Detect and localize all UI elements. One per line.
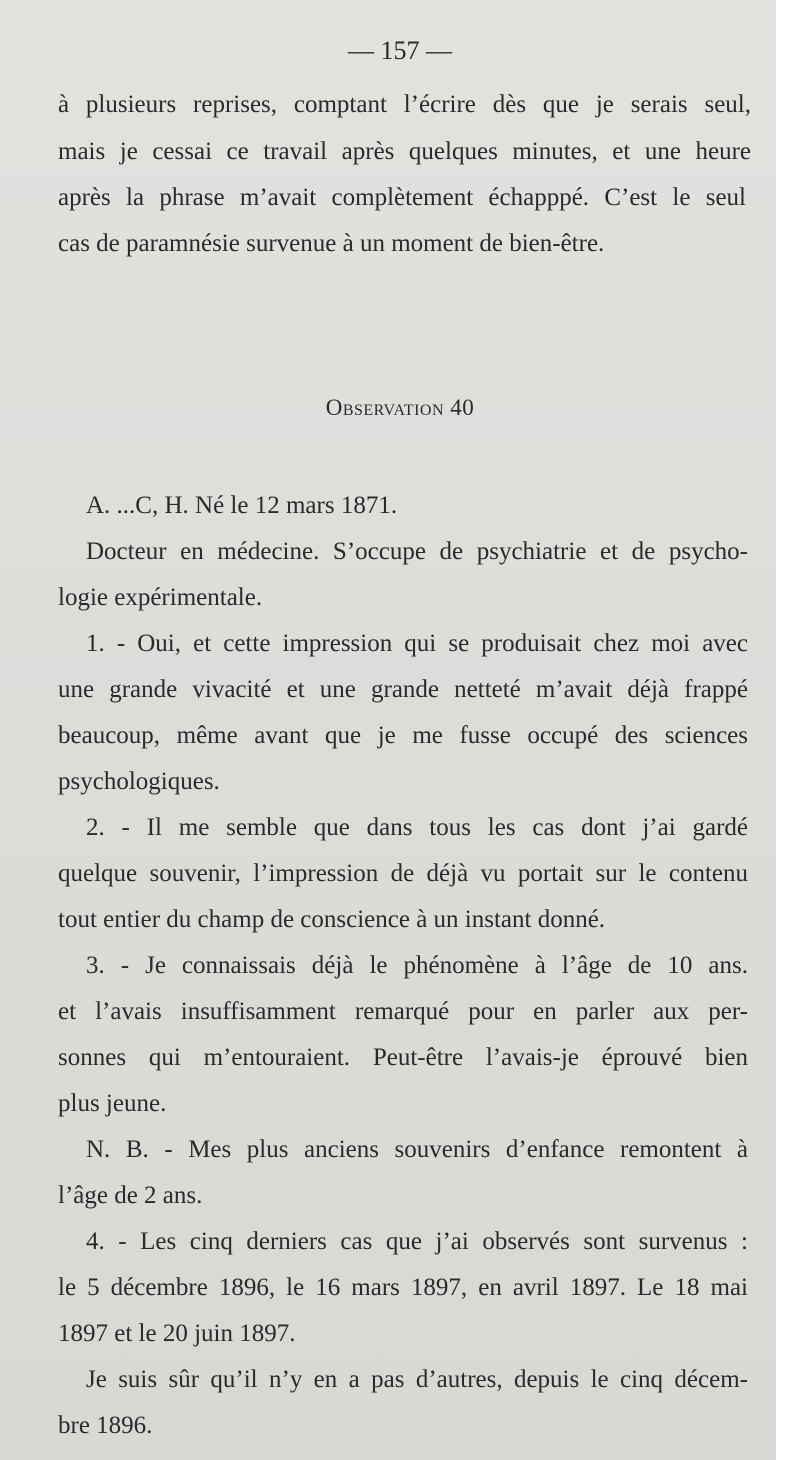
- page-number: — 157 —: [348, 36, 452, 65]
- page-margin: [776, 0, 800, 1460]
- text-line: 2. - Il me semble que dans tous les cas dont j’ai gardé: [86, 814, 748, 841]
- text-line: à plusieurs reprises, comptant l’écrire dès que je serais seul,: [58, 91, 751, 118]
- text-line: tout entier du champ de conscience à un instant donné.: [58, 906, 606, 933]
- text-line: N. B. - Mes plus anciens souvenirs d’enfance remontent à: [86, 1136, 748, 1163]
- text-line: plus jeune.: [58, 1090, 167, 1117]
- text-line: Docteur en médecine. S’occupe de psychiatrie et de psycho-: [86, 538, 748, 565]
- observation-heading: Observation 40: [325, 395, 475, 420]
- text-line: quelque souvenir, l’impression de déjà vu portait sur le contenu: [58, 860, 748, 887]
- text-line: et l’avais insuffisamment remarqué pour en parler aux per-: [58, 998, 748, 1025]
- text-line: beaucoup, même avant que je me fusse occupé des sciences: [58, 722, 748, 749]
- text-line: bre 1896.: [58, 1412, 153, 1439]
- text-line: mais je cessai ce travail après quelques minutes, et une heure: [58, 138, 751, 165]
- text-line: 1. - Oui, et cette impression qui se produisait chez moi avec: [86, 630, 748, 657]
- text-line: cas de paramnésie survenue à un moment de bien-être.: [58, 230, 605, 257]
- text-line: une grande vivacité et une grande netteté m’avait déjà frappé: [58, 676, 748, 703]
- text-line: l’âge de 2 ans.: [58, 1182, 203, 1209]
- text-line: le 5 décembre 1896, le 16 mars 1897, en avril 1897. Le 18 mai: [58, 1274, 748, 1301]
- text-line: 3. - Je connaissais déjà le phénomène à l’âge de 10 ans.: [86, 952, 748, 979]
- text-line: Je suis sûr qu’il n’y en a pas d’autres, depuis le cinq décem-: [86, 1366, 748, 1393]
- text-line: 4. - Les cinq derniers cas que j’ai observés sont survenus :: [86, 1228, 748, 1255]
- text-line: A. ...C, H. Né le 12 mars 1871.: [86, 492, 398, 519]
- text-line: psychologiques.: [58, 768, 220, 795]
- text-line: 1897 et le 20 juin 1897.: [58, 1320, 296, 1347]
- text-line: sonnes qui m’entouraient. Peut-être l’avais-je éprouvé bien: [58, 1044, 748, 1071]
- text-line: après la phrase m’avait complètement échapppé. C’est le seul: [58, 184, 746, 211]
- text-line: logie expérimentale.: [58, 584, 263, 611]
